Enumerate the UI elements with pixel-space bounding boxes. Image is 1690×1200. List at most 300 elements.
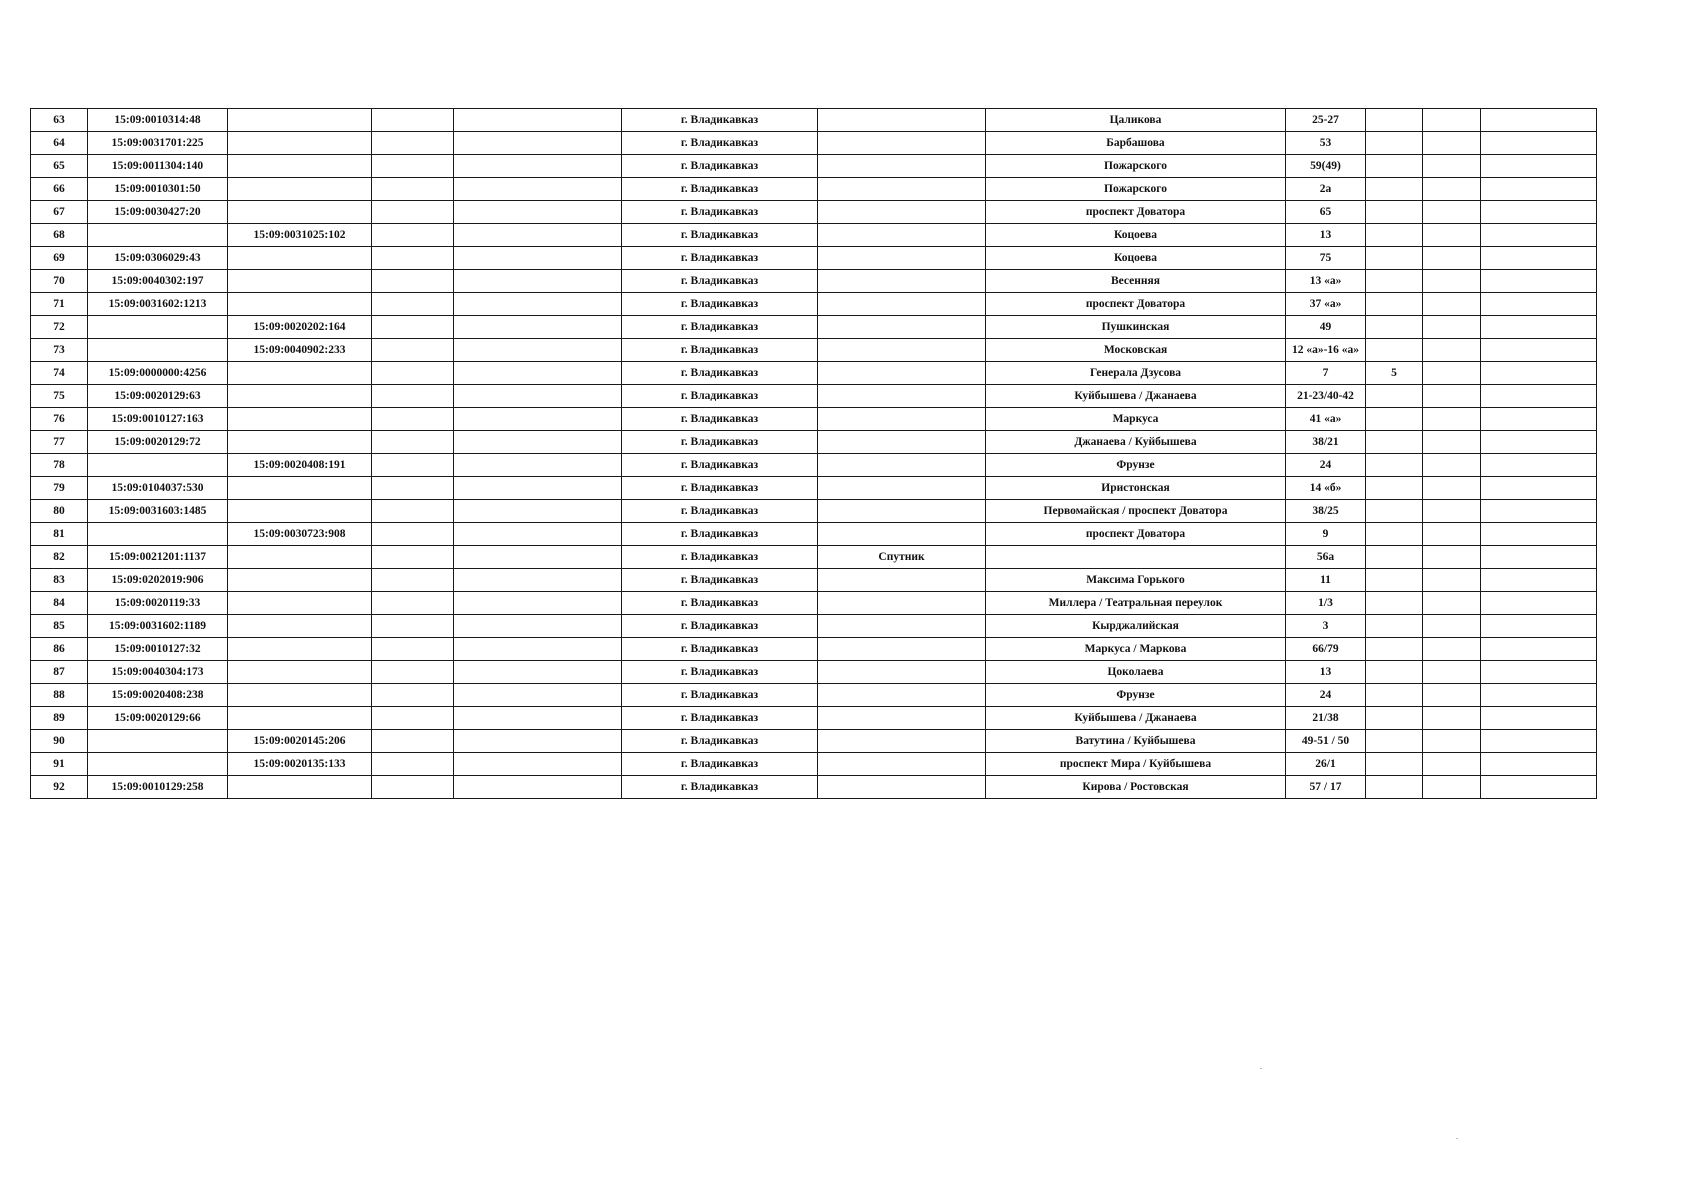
cadastral-number-alt-cell: 15:09:0030723:908 [228,523,372,546]
empty-cell [372,500,454,523]
row-number-cell: 82 [31,546,88,569]
empty-cell [1423,224,1481,247]
building-cell [1366,730,1423,753]
district-cell [818,569,986,592]
row-number-cell: 70 [31,270,88,293]
row-number-cell: 69 [31,247,88,270]
row-number-cell: 63 [31,109,88,132]
empty-cell [372,247,454,270]
cadastral-number-alt-cell [228,178,372,201]
street-cell: Кырджалийская [986,615,1286,638]
table-row [31,201,1597,224]
empty-cell [1423,385,1481,408]
cadastral-number-alt-cell: 15:09:0020408:191 [228,454,372,477]
city-cell: г. Владикавказ [622,477,818,500]
row-number-cell: 65 [31,155,88,178]
table-row [31,385,1597,408]
district-cell [818,638,986,661]
row-number-cell: 71 [31,293,88,316]
house-number-cell: 13 [1286,224,1366,247]
district-cell [818,477,986,500]
city-cell: г. Владикавказ [622,431,818,454]
empty-cell [1423,592,1481,615]
cadastral-number-alt-cell [228,500,372,523]
district-cell [818,316,986,339]
empty-cell [1423,431,1481,454]
building-cell [1366,247,1423,270]
house-number-cell: 56а [1286,546,1366,569]
scan-speck [1260,1068,1262,1069]
street-cell: Цоколаева [986,661,1286,684]
cadastral-number-alt-cell [228,408,372,431]
cadastral-number-cell: 15:09:0040302:197 [88,270,228,293]
house-number-cell: 13 [1286,661,1366,684]
empty-cell [1423,661,1481,684]
empty-cell [1423,569,1481,592]
city-cell: г. Владикавказ [622,201,818,224]
building-cell [1366,316,1423,339]
empty-cell [1481,178,1597,201]
cadastral-number-alt-cell: 15:09:0031025:102 [228,224,372,247]
table-row [31,431,1597,454]
cadastral-number-cell: 15:09:0031602:1213 [88,293,228,316]
empty-cell [1423,546,1481,569]
empty-cell [1481,201,1597,224]
house-number-cell: 57 / 17 [1286,776,1366,799]
city-cell: г. Владикавказ [622,339,818,362]
empty-cell [454,270,622,293]
row-number-cell: 80 [31,500,88,523]
row-number-cell: 88 [31,684,88,707]
empty-cell [454,638,622,661]
empty-cell [1423,408,1481,431]
row-number-cell: 87 [31,661,88,684]
house-number-cell: 49 [1286,316,1366,339]
table-row [31,684,1597,707]
empty-cell [454,523,622,546]
empty-cell [372,477,454,500]
cadastral-number-cell: 15:09:0031602:1189 [88,615,228,638]
house-number-cell: 21-23/40-42 [1286,385,1366,408]
empty-cell [1423,293,1481,316]
cadastral-number-cell: 15:09:0020119:33 [88,592,228,615]
empty-cell [1423,776,1481,799]
district-cell [818,615,986,638]
building-cell [1366,684,1423,707]
cadastral-number-cell [88,730,228,753]
table-row [31,730,1597,753]
house-number-cell: 21/38 [1286,707,1366,730]
cadastral-number-alt-cell: 15:09:0020135:133 [228,753,372,776]
building-cell [1366,615,1423,638]
house-number-cell: 11 [1286,569,1366,592]
row-number-cell: 89 [31,707,88,730]
empty-cell [1423,523,1481,546]
cadastral-number-alt-cell [228,776,372,799]
empty-cell [1423,707,1481,730]
empty-cell [454,293,622,316]
city-cell: г. Владикавказ [622,661,818,684]
empty-cell [372,362,454,385]
cadastral-number-alt-cell: 15:09:0020202:164 [228,316,372,339]
cadastral-number-cell: 15:09:0020129:66 [88,707,228,730]
building-cell [1366,132,1423,155]
house-number-cell: 59(49) [1286,155,1366,178]
row-number-cell: 86 [31,638,88,661]
empty-cell [1481,316,1597,339]
table-row [31,707,1597,730]
district-cell [818,362,986,385]
city-cell: г. Владикавказ [622,523,818,546]
street-cell: Маркуса [986,408,1286,431]
street-cell: проспект Доватора [986,523,1286,546]
row-number-cell: 81 [31,523,88,546]
house-number-cell: 41 «а» [1286,408,1366,431]
cadastral-number-cell [88,316,228,339]
row-number-cell: 84 [31,592,88,615]
district-cell [818,132,986,155]
city-cell: г. Владикавказ [622,776,818,799]
table-row [31,132,1597,155]
empty-cell [372,546,454,569]
cadastral-number-alt-cell [228,615,372,638]
house-number-cell: 26/1 [1286,753,1366,776]
house-number-cell: 53 [1286,132,1366,155]
table-row [31,523,1597,546]
empty-cell [454,569,622,592]
empty-cell [1481,132,1597,155]
city-cell: г. Владикавказ [622,270,818,293]
cadastral-number-alt-cell [228,362,372,385]
street-cell: Куйбышева / Джанаева [986,707,1286,730]
building-cell [1366,224,1423,247]
row-number-cell: 92 [31,776,88,799]
cadastral-number-alt-cell [228,431,372,454]
empty-cell [372,385,454,408]
empty-cell [372,661,454,684]
city-cell: г. Владикавказ [622,615,818,638]
empty-cell [372,615,454,638]
empty-cell [1481,592,1597,615]
district-cell [818,201,986,224]
empty-cell [1423,362,1481,385]
empty-cell [372,707,454,730]
street-cell: Генерала Дзусова [986,362,1286,385]
house-number-cell: 49-51 / 50 [1286,730,1366,753]
city-cell: г. Владикавказ [622,707,818,730]
street-cell: Пожарского [986,178,1286,201]
city-cell: г. Владикавказ [622,109,818,132]
empty-cell [1481,454,1597,477]
table-row [31,109,1597,132]
cadastral-number-cell [88,753,228,776]
cadastral-number-alt-cell [228,546,372,569]
house-number-cell: 12 «а»-16 «а» [1286,339,1366,362]
empty-cell [1481,431,1597,454]
empty-cell [1423,201,1481,224]
empty-cell [454,546,622,569]
empty-cell [372,224,454,247]
city-cell: г. Владикавказ [622,224,818,247]
empty-cell [1481,500,1597,523]
city-cell: г. Владикавказ [622,569,818,592]
cadastral-number-cell: 15:09:0031701:225 [88,132,228,155]
empty-cell [454,684,622,707]
district-cell [818,454,986,477]
building-cell: 5 [1366,362,1423,385]
empty-cell [372,132,454,155]
empty-cell [1481,270,1597,293]
house-number-cell: 24 [1286,454,1366,477]
empty-cell [1481,477,1597,500]
street-cell: Фрунзе [986,684,1286,707]
empty-cell [1481,615,1597,638]
empty-cell [1423,155,1481,178]
empty-cell [454,753,622,776]
district-cell [818,247,986,270]
district-cell [818,707,986,730]
empty-cell [372,776,454,799]
row-number-cell: 90 [31,730,88,753]
empty-cell [454,408,622,431]
street-cell: Миллера / Театральная переулок [986,592,1286,615]
row-number-cell: 75 [31,385,88,408]
city-cell: г. Владикавказ [622,730,818,753]
row-number-cell: 68 [31,224,88,247]
building-cell [1366,178,1423,201]
empty-cell [372,730,454,753]
empty-cell [454,431,622,454]
empty-cell [1481,776,1597,799]
cadastral-number-cell: 15:09:0020129:63 [88,385,228,408]
empty-cell [454,385,622,408]
cadastral-number-alt-cell [228,707,372,730]
street-cell: Коцоева [986,224,1286,247]
city-cell: г. Владикавказ [622,178,818,201]
empty-cell [454,500,622,523]
house-number-cell: 1/3 [1286,592,1366,615]
row-number-cell: 79 [31,477,88,500]
district-cell [818,776,986,799]
building-cell [1366,385,1423,408]
cadastral-number-alt-cell [228,385,372,408]
empty-cell [372,684,454,707]
empty-cell [1481,684,1597,707]
empty-cell [1481,546,1597,569]
row-number-cell: 85 [31,615,88,638]
street-cell: Коцоева [986,247,1286,270]
empty-cell [454,224,622,247]
empty-cell [372,454,454,477]
empty-cell [1423,684,1481,707]
empty-cell [372,109,454,132]
building-cell [1366,477,1423,500]
house-number-cell: 66/79 [1286,638,1366,661]
cadastral-number-alt-cell [228,661,372,684]
cadastral-number-cell: 15:09:0306029:43 [88,247,228,270]
empty-cell [1423,132,1481,155]
district-cell [818,523,986,546]
empty-cell [1481,385,1597,408]
row-number-cell: 76 [31,408,88,431]
row-number-cell: 66 [31,178,88,201]
street-cell: Весенняя [986,270,1286,293]
table-row [31,661,1597,684]
table-row [31,569,1597,592]
table-row [31,546,1597,569]
building-cell [1366,500,1423,523]
cadastral-number-alt-cell [228,638,372,661]
row-number-cell: 91 [31,753,88,776]
empty-cell [1481,730,1597,753]
cadastral-number-alt-cell [228,684,372,707]
empty-cell [1481,224,1597,247]
empty-cell [454,707,622,730]
row-number-cell: 77 [31,431,88,454]
cadastral-number-alt-cell [228,592,372,615]
house-number-cell: 7 [1286,362,1366,385]
cadastral-number-cell: 15:09:0021201:1137 [88,546,228,569]
row-number-cell: 74 [31,362,88,385]
cadastral-number-alt-cell [228,132,372,155]
cadastral-number-alt-cell [228,477,372,500]
house-number-cell: 13 «а» [1286,270,1366,293]
city-cell: г. Владикавказ [622,408,818,431]
district-cell [818,753,986,776]
district-cell [818,500,986,523]
district-cell [818,155,986,178]
empty-cell [454,201,622,224]
table-row [31,776,1597,799]
row-number-cell: 67 [31,201,88,224]
empty-cell [372,592,454,615]
table-row [31,753,1597,776]
table-row [31,155,1597,178]
city-cell: г. Владикавказ [622,753,818,776]
building-cell [1366,569,1423,592]
building-cell [1366,661,1423,684]
empty-cell [454,661,622,684]
building-cell [1366,753,1423,776]
empty-cell [1423,638,1481,661]
empty-cell [454,132,622,155]
street-cell: Максима Горького [986,569,1286,592]
table-row [31,362,1597,385]
house-number-cell: 38/21 [1286,431,1366,454]
house-number-cell: 75 [1286,247,1366,270]
empty-cell [454,339,622,362]
empty-cell [454,592,622,615]
empty-cell [1481,293,1597,316]
empty-cell [1481,408,1597,431]
empty-cell [1481,638,1597,661]
street-cell: Куйбышева / Джанаева [986,385,1286,408]
empty-cell [454,776,622,799]
row-number-cell: 78 [31,454,88,477]
empty-cell [454,247,622,270]
house-number-cell: 14 «б» [1286,477,1366,500]
scan-speck [1456,1138,1458,1139]
building-cell [1366,339,1423,362]
table-row [31,293,1597,316]
street-cell: Маркуса / Маркова [986,638,1286,661]
city-cell: г. Владикавказ [622,316,818,339]
table-row [31,477,1597,500]
empty-cell [454,316,622,339]
empty-cell [1423,270,1481,293]
empty-cell [372,753,454,776]
house-number-cell: 25-27 [1286,109,1366,132]
district-cell [818,109,986,132]
empty-cell [454,178,622,201]
street-cell: Фрунзе [986,454,1286,477]
city-cell: г. Владикавказ [622,293,818,316]
district-cell [818,270,986,293]
house-number-cell: 9 [1286,523,1366,546]
empty-cell [1481,569,1597,592]
empty-cell [1423,454,1481,477]
empty-cell [372,638,454,661]
district-cell [818,178,986,201]
building-cell [1366,109,1423,132]
cadastral-number-alt-cell [228,293,372,316]
cadastral-number-cell: 15:09:0010127:32 [88,638,228,661]
empty-cell [1481,753,1597,776]
empty-cell [1423,247,1481,270]
cadastral-number-cell: 15:09:0010127:163 [88,408,228,431]
table-row [31,638,1597,661]
row-number-cell: 64 [31,132,88,155]
cadastral-number-cell [88,523,228,546]
empty-cell [372,155,454,178]
empty-cell [372,316,454,339]
cadastral-number-cell: 15:09:0031603:1485 [88,500,228,523]
empty-cell [372,408,454,431]
district-cell [818,339,986,362]
house-number-cell: 38/25 [1286,500,1366,523]
table-row [31,339,1597,362]
street-cell: Иристонская [986,477,1286,500]
street-cell: проспект Доватора [986,201,1286,224]
empty-cell [372,523,454,546]
table-row [31,408,1597,431]
table-row [31,178,1597,201]
district-cell [818,684,986,707]
cadastral-number-alt-cell [228,155,372,178]
empty-cell [1423,339,1481,362]
house-number-cell: 37 «а» [1286,293,1366,316]
cadastral-number-cell: 15:09:0020129:72 [88,431,228,454]
empty-cell [1481,339,1597,362]
street-cell: Барбашова [986,132,1286,155]
empty-cell [372,339,454,362]
street-cell: Ватутина / Куйбышева [986,730,1286,753]
empty-cell [1481,247,1597,270]
city-cell: г. Владикавказ [622,592,818,615]
city-cell: г. Владикавказ [622,546,818,569]
empty-cell [1423,730,1481,753]
cadastral-number-cell [88,224,228,247]
street-cell [986,546,1286,569]
city-cell: г. Владикавказ [622,500,818,523]
building-cell [1366,592,1423,615]
cadastral-number-cell: 15:09:0104037:530 [88,477,228,500]
empty-cell [372,270,454,293]
empty-cell [1423,178,1481,201]
house-number-cell: 24 [1286,684,1366,707]
table-body [31,109,1597,799]
empty-cell [1481,523,1597,546]
